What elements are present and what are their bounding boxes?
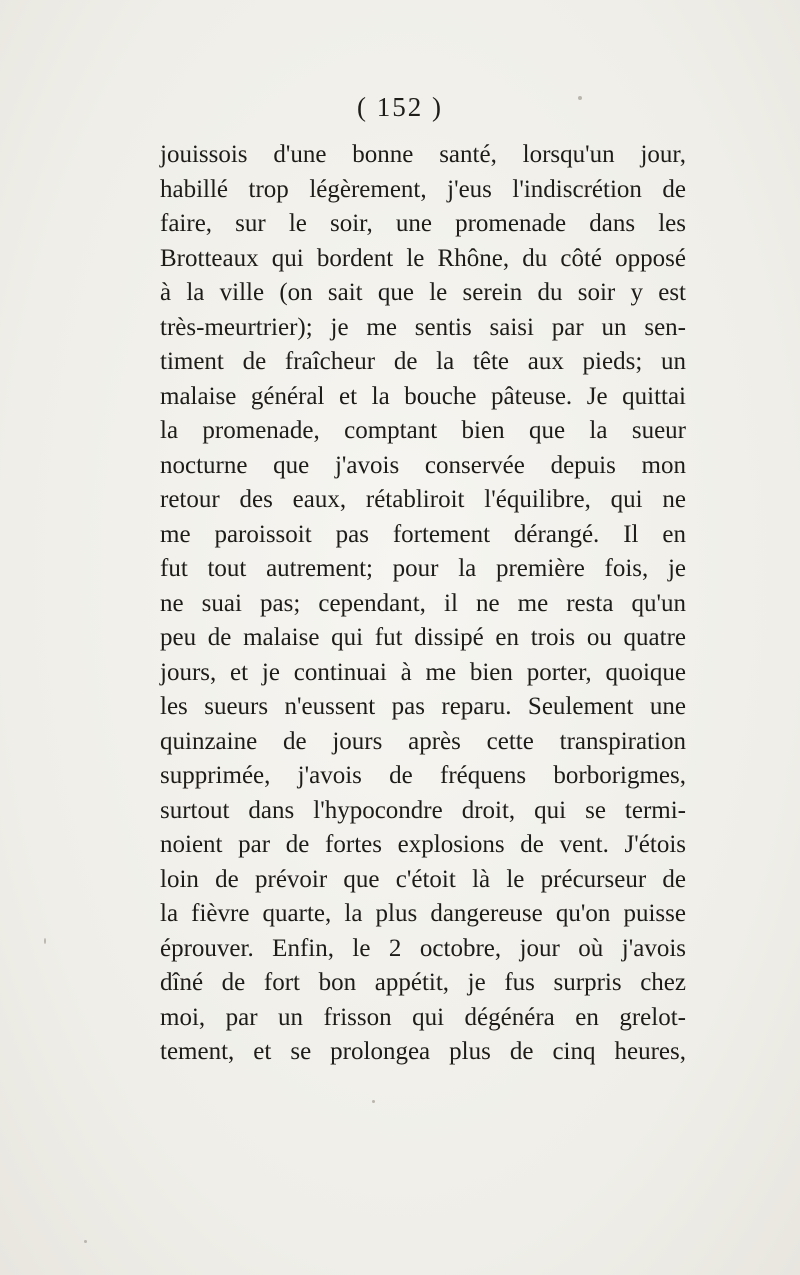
text-line: très-meurtrier); je me sentis saisi par un sen- <box>160 313 686 341</box>
text-line: ne suai pas; cependant, il ne me resta qu'un <box>160 589 686 617</box>
body-text <box>160 138 686 1070</box>
text-line: la fièvre quarte, la plus dangereuse qu'on puisse <box>160 900 686 927</box>
text-line: surtout dans l'hypocondre droit, qui se termi- <box>160 796 686 824</box>
text-line: habillé trop légèrement, j'eus l'indiscrétion de <box>160 175 686 203</box>
text-line: supprimée, j'avois de fréquens borborigmes, <box>160 762 686 789</box>
text-line: la promenade, comptant bien que la sueur <box>160 417 686 444</box>
text-line: les sueurs n'eussent pas reparu. Seulement une <box>160 693 686 720</box>
paper-speck <box>372 1100 375 1103</box>
text-line: faire, sur le soir, une promenade dans les <box>160 210 686 237</box>
text-line: nocturne que j'avois conservée depuis mon <box>160 451 686 479</box>
text-line: à la ville (on sait que le serein du soir y est <box>160 279 686 306</box>
text-line: jours, et je continuai à me bien porter, quoique <box>160 658 686 686</box>
text-line: timent de fraîcheur de la tête aux pieds; un <box>160 348 686 375</box>
text-line: loin de prévoir que c'étoit là le précurseur de <box>160 865 686 893</box>
text-line: noient par de fortes explosions de vent. J'étois <box>160 831 686 858</box>
text-line: me paroissoit pas fortement dérangé. Il en <box>160 520 686 548</box>
text-line: retour des eaux, rétabliroit l'équilibre, qui ne <box>160 486 686 513</box>
text-line: fut tout autrement; pour la première fois, je <box>160 555 686 582</box>
text-line: dîné de fort bon appétit, je fus surpris chez <box>160 969 686 996</box>
text-line: moi, par un frisson qui dégénéra en grelot- <box>160 1003 686 1031</box>
paper-speck <box>44 938 46 944</box>
text-line: jouissois d'une bonne santé, lorsqu'un jour, <box>160 141 686 168</box>
paper-speck <box>578 96 582 100</box>
text-line: Brotteaux qui bordent le Rhône, du côté opposé <box>160 244 686 272</box>
text-line: malaise général et la bouche pâteuse. Je quittai <box>160 382 686 410</box>
text-line: quinzaine de jours après cette transpiration <box>160 727 686 755</box>
text-line: éprouver. Enfin, le 2 octobre, jour où j'avois <box>160 934 686 962</box>
paper-speck <box>84 1240 87 1243</box>
page-number: ( 152 ) <box>357 92 443 122</box>
text-line: peu de malaise qui fut dissipé en trois ou quatre <box>160 624 686 651</box>
text-line: tement, et se prolongea plus de cinq heures, <box>160 1038 686 1065</box>
